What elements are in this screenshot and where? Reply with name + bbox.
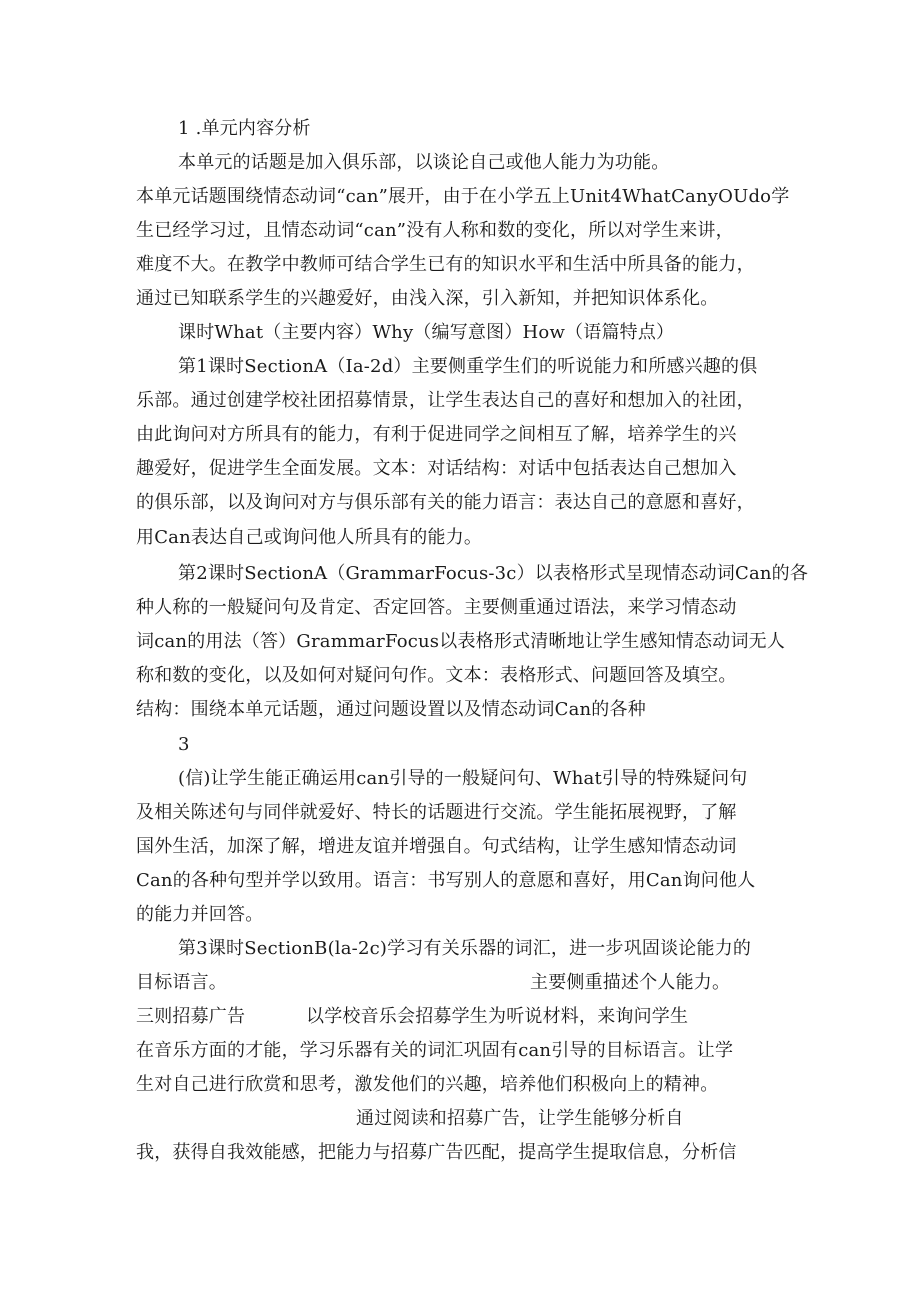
paragraph-line: 的俱乐部，以及询问对方与俱乐部有关的能力语言：表达自己的意愿和喜好， xyxy=(136,492,755,513)
paragraph-line: (信)让学生能正确运用can引导的一般疑问句、What引导的特殊疑问句 xyxy=(178,768,748,789)
paragraph-line: 生对自己进行欣赏和思考，激发他们的兴趣，培养他们积极向上的精神。 xyxy=(136,1074,719,1095)
paragraph-line: 由此询问对方所具有的能力，有利于促进同学之间相互了解，培养学生的兴 xyxy=(136,424,737,445)
paragraph-line: 的能力并回答。 xyxy=(136,904,264,925)
paragraph-line: 第3课时SectionB(la-2c)学习有关乐器的词汇，进一步巩固谈论能力的 xyxy=(178,938,752,959)
paragraph-line: 第2课时SectionA（GrammarFocus-3c）以表格形式呈现情态动词Can的各 xyxy=(178,563,809,584)
paragraph-line: 生已经学习过，且情态动词“can”没有人称和数的变化，所以对学生来讲， xyxy=(136,220,734,241)
paragraph-line: 主要侧重描述个人能力。 xyxy=(530,972,731,993)
paragraph-line: 及相关陈述句与同伴就爱好、特长的话题进行交流。学生能拓展视野，了解 xyxy=(136,802,737,823)
paragraph-line: 我，获得自我效能感，把能力与招募广告匹配，提高学生提取信息，分析信 xyxy=(136,1142,737,1163)
paragraph-line: 词can的用法（答）GrammarFocus以表格形式清晰地让学生感知情态动词无人 xyxy=(136,631,786,652)
paragraph-line: 通过阅读和招募广告，让学生能够分析自 xyxy=(356,1108,684,1129)
section-heading: 1 .单元内容分析 xyxy=(178,118,311,139)
paragraph-line: 第1课时SectionA（Ia-2d）主要侧重学生们的听说能力和所感兴趣的俱 xyxy=(178,356,758,377)
paragraph-line: 目标语言。 xyxy=(136,972,227,993)
paragraph-line: 通过已知联系学生的兴趣爱好，由浅入深，引入新知，并把知识体系化。 xyxy=(136,288,719,309)
paragraph-line: 称和数的变化，以及如何对疑问句作。文本：表格形式、问题回答及填空。 xyxy=(136,665,737,686)
paragraph-line: 课时What（主要内容）Why（编写意图）How（语篇特点） xyxy=(178,322,675,343)
paragraph-line: 难度不大。在教学中教师可结合学生已有的知识水平和生活中所具备的能力， xyxy=(136,254,755,275)
paragraph-line: 在音乐方面的才能，学习乐器有关的词汇巩固有can引导的目标语言。让学 xyxy=(136,1040,734,1061)
paragraph-line: 本单元话题围绕情态动词“can”展开，由于在小学五上Unit4WhatCanyOUdo学 xyxy=(136,186,790,207)
paragraph-line: 三则招募广告 xyxy=(136,1006,246,1027)
paragraph-line: 以学校音乐会招募学生为听说材料，来询问学生 xyxy=(306,1006,689,1027)
paragraph-line: 乐部。通过创建学校社团招募情景，让学生表达自己的喜好和想加入的社团， xyxy=(136,390,755,411)
paragraph-line: 种人称的一般疑问句及肯定、否定回答。主要侧重通过语法，来学习情态动 xyxy=(136,597,737,618)
paragraph-line: 本单元的话题是加入俱乐部，以谈论自己或他人能力为功能。 xyxy=(178,152,670,173)
paragraph-line: 趣爱好，促进学生全面发展。文本：对话结构：对话中包括表达自己想加入 xyxy=(136,458,737,479)
paragraph-line: 结构：围绕本单元话题，通过问题设置以及情态动词Can的各种 xyxy=(136,699,646,720)
paragraph-line: 国外生活，加深了解，增进友谊并增强自。句式结构，让学生感知情态动词 xyxy=(136,836,737,857)
paragraph-line: Can的各种句型并学以致用。语言：书写别人的意愿和喜好，用Can询问他人 xyxy=(136,870,756,891)
page-number: 3 xyxy=(178,734,190,755)
paragraph-line: 用Can表达自己或询问他人所具有的能力。 xyxy=(136,527,483,548)
